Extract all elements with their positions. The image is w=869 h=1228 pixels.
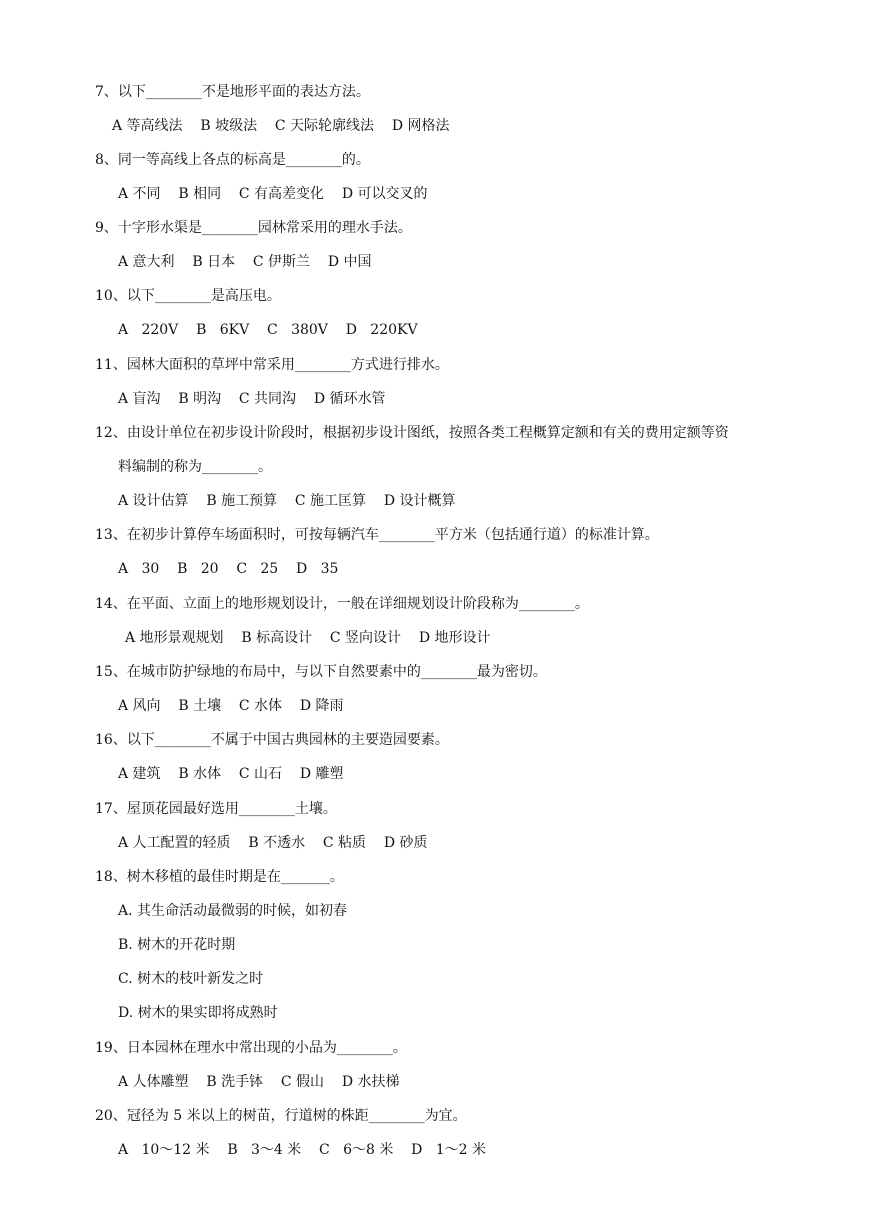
question-10-options: A 220V B 6KV C 380V D 220KV bbox=[118, 322, 418, 338]
question-11-options: A 盲沟 B 明沟 C 共同沟 D 循环水管 bbox=[118, 391, 386, 407]
question-18-option-b: B. 树木的开花时期 bbox=[118, 937, 236, 953]
question-20: 20、冠径为 5 米以上的树苗，行道树的株距________为宜。 bbox=[95, 1108, 467, 1124]
question-8-options: A 不同 B 相同 C 有高差变化 D 可以交叉的 bbox=[118, 186, 428, 202]
question-7: 7、以下________不是地形平面的表达方法。 bbox=[95, 84, 370, 100]
question-18-option-a: A. 其生命活动最微弱的时候，如初春 bbox=[118, 903, 348, 919]
question-17: 17、屋顶花园最好选用________土壤。 bbox=[95, 801, 337, 817]
question-18-option-c: C. 树木的枝叶新发之时 bbox=[118, 971, 264, 987]
question-13: 13、在初步计算停车场面积时，可按每辆汽车________平方米（包括通行道）的标准计算。 bbox=[95, 527, 659, 543]
question-18: 18、树木移植的最佳时期是在_______。 bbox=[95, 869, 344, 885]
question-12-options: A 设计估算 B 施工预算 C 施工匡算 D 设计概算 bbox=[118, 493, 456, 509]
question-9-options: A 意大利 B 日本 C 伊斯兰 D 中国 bbox=[118, 254, 372, 270]
question-15: 15、在城市防护绿地的布局中，与以下自然要素中的________最为密切。 bbox=[95, 664, 547, 680]
question-19-options: A 人体雕塑 B 洗手钵 C 假山 D 水扶梯 bbox=[118, 1074, 400, 1090]
question-9: 9、十字形水渠是________园林常采用的理水手法。 bbox=[95, 220, 412, 236]
question-7-options: A 等高线法 B 坡级法 C 天际轮廓线法 D 网格法 bbox=[112, 118, 450, 134]
question-14: 14、在平面、立面上的地形规划设计，一般在详细规划设计阶段称为________。 bbox=[95, 596, 589, 612]
question-20-options: A 10～12 米 B 3～4 米 C 6～8 米 D 1～2 米 bbox=[118, 1142, 487, 1158]
question-12-continued: 料编制的称为________。 bbox=[118, 459, 272, 475]
question-17-options: A 人工配置的轻质 B 不透水 C 粘质 D 砂质 bbox=[118, 835, 428, 851]
question-16: 16、以下________不属于中国古典园林的主要造园要素。 bbox=[95, 732, 449, 748]
question-16-options: A 建筑 B 水体 C 山石 D 雕塑 bbox=[118, 766, 344, 782]
question-15-options: A 风向 B 土壤 C 水体 D 降雨 bbox=[118, 698, 344, 714]
question-11: 11、园林大面积的草坪中常采用________方式进行排水。 bbox=[95, 357, 449, 373]
question-13-options: A 30 B 20 C 25 D 35 bbox=[118, 561, 339, 577]
question-18-option-d: D. 树木的果实即将成熟时 bbox=[118, 1005, 278, 1021]
question-14-options: A 地形景观规划 B 标高设计 C 竖向设计 D 地形设计 bbox=[125, 630, 491, 646]
question-10: 10、以下________是高压电。 bbox=[95, 288, 281, 304]
question-8: 8、同一等高线上各点的标高是________的。 bbox=[95, 152, 370, 168]
question-12: 12、由设计单位在初步设计阶段时，根据初步设计图纸，按照各类工程概算定额和有关的费用定额等资 bbox=[95, 425, 729, 441]
question-19: 19、日本园林在理水中常出现的小品为________。 bbox=[95, 1040, 407, 1056]
